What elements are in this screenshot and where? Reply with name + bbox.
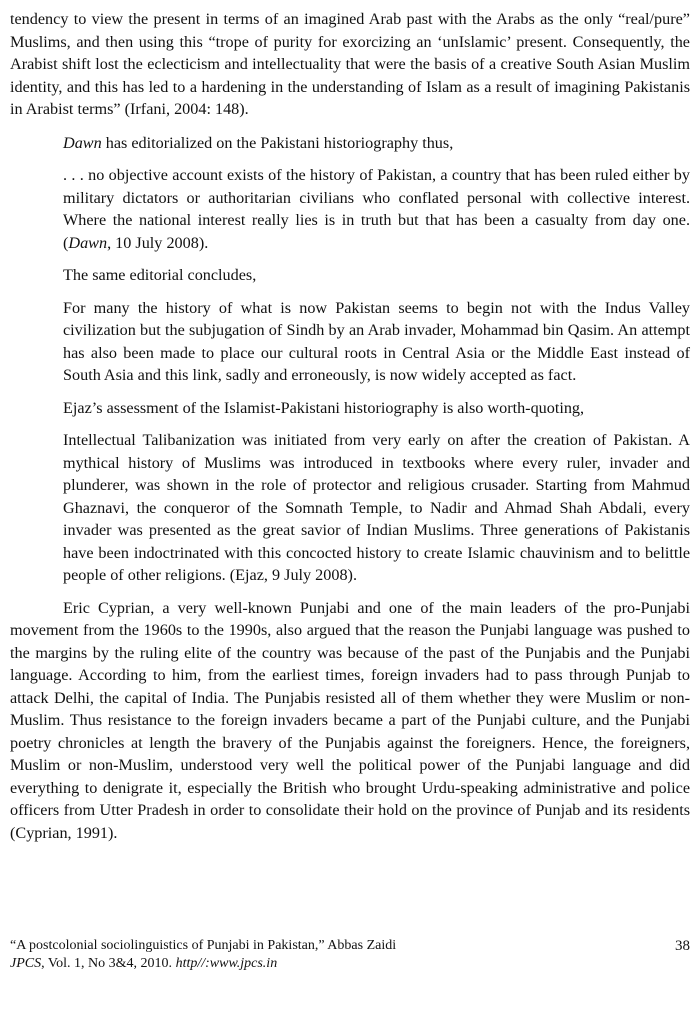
- block-quote-dawn: [63, 164, 690, 254]
- quote-dawn-text: . . . no objective account exists of the history of Pakistan, a country that has been ruled either by military dictators or authoritarian civilians who conflated personal with collective interest. Where the national interest really lies is in truth but that has been a casualty from day one. (: [63, 166, 690, 252]
- paragraph-cyprian: Eric Cyprian, a very well-known Punjabi and one of the main leaders of the pro-Punjabi movement from the 1960s to the 1990s, also argued that the reason the Punjabi language was pushed to the margins by the ruling elite of the country was because of the past of the Punjabis and the Punjabi language. According to him, from the earliest times, foreign invaders had to pass through Punjab to attack Delhi, the capital of India. The Punjabis resisted all of them whether they were Muslim or non-Muslim. Thus resistance to the foreign invaders became a part of the Punjabi culture, and the Punjabi poetry chronicles at length the bravery of the Punjabis against the foreigners. Hence, the foreigners, Muslim or non-Muslim, understood very well the political power of the Punjabi language and did everything to denigrate it, especially the British who brought Urdu-speaking administrative and police officers from Utter Pradesh in order to consolidate their hold on the province of Punjab and its residents (Cyprian, 1991).: [10, 598, 690, 842]
- paragraph-continuation: tendency to view the present in terms of an imagined Arab past with the Arabs as the only “real/pure” Muslims, and then using this “trope of purity for exorcizing an ‘unIslamic’ present. Consequently, the Arabist shift lost the eclecticism and intellectuality that were the basis of a creative South Asian Muslim identity, and this has led to a hardening in the understanding of Islam as a result of imagining Pakistanis in Arabist terms” (Irfani, 2004: 148).: [10, 10, 690, 118]
- dawn-intro-text: has editorialized on the Pakistani historiography thus,: [101, 133, 454, 152]
- quote-dawn-italic: Dawn: [68, 233, 108, 252]
- page-footer: [10, 937, 690, 973]
- footer-journal: [10, 955, 690, 973]
- paragraph-ejaz-intro: Ejaz’s assessment of the Islamist-Pakistani historiography is also worth-quoting,: [63, 398, 585, 417]
- page-body: [10, 8, 690, 844]
- footer-journal-name: JPCS: [10, 956, 42, 971]
- footer-journal-details: , Vol. 1, No 3&4, 2010.: [41, 956, 176, 971]
- footer-citation: “A postcolonial sociolinguistics of Punjabi in Pakistan,” Abbas Zaidi: [10, 938, 397, 953]
- paragraph-editorial-concludes: The same editorial concludes,: [63, 266, 257, 284]
- page-number: 38: [675, 938, 690, 954]
- block-quote-editorial: For many the history of what is now Pakistan seems to begin not with the Indus Valley civilization but the subjugation of Sindh by an Arab invader, Mohammad bin Qasim. An attempt has also been made to place our cultural roots in Central Asia or the Middle East instead of South Asia and this link, sadly and erroneously, is now widely accepted as fact.: [63, 298, 690, 384]
- paragraph-dawn-intro: [10, 132, 690, 155]
- quote-dawn-end: , 10 July 2008).: [107, 233, 209, 252]
- dawn-italic: Dawn: [63, 133, 102, 152]
- footer-url: http//:www.jpcs.in: [175, 956, 278, 971]
- block-quote-ejaz: Intellectual Talibanization was initiated from very early on after the creation of Pakistan. A mythical history of Muslims was introduced in textbooks where every ruler, invader and plunderer, was shown in the role of protector and religious crusader. Starting from Mahmud Ghaznavi, the conqueror of the Somnath Temple, to Nadir and Ahmad Shah Abdali, every invader was presented as the great savior of Indian Muslims. Three generations of Pakistanis have been indoctrinated with this concocted history to create Islamic chauvinism and to belittle people of other religions. (Ejaz, 9 July 2008).: [63, 431, 690, 584]
